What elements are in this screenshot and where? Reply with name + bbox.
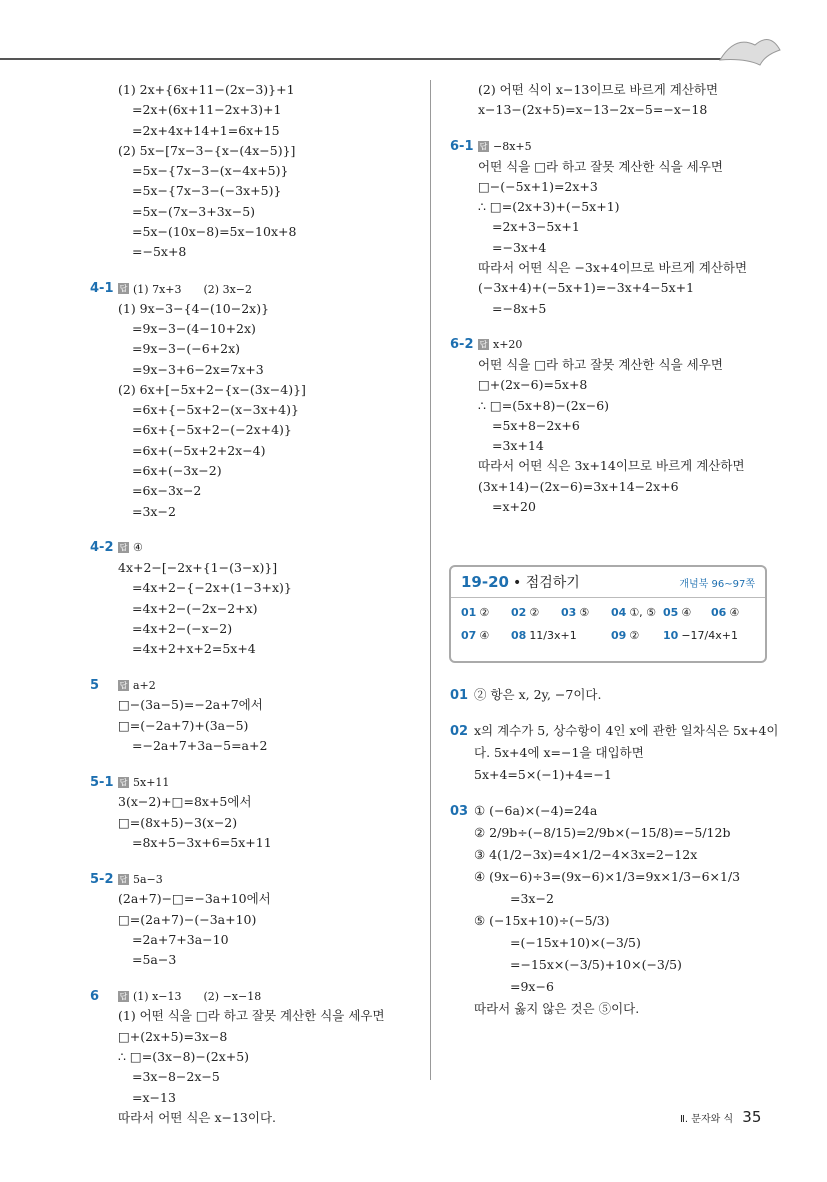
solution-line: =3x−2 bbox=[132, 503, 176, 519]
solution-line: =−5x+8 bbox=[132, 244, 187, 260]
checkpoint-answer-value: ⑤ bbox=[579, 606, 590, 619]
solution-line-text: ④ (9x−6)÷3=(9x−6)×1/3=9x×1/3−6×1/3 bbox=[474, 869, 741, 884]
solution-line-text: x의 계수가 5, 상수항이 4인 x에 관한 일차식은 5x+4이 bbox=[474, 723, 779, 738]
checkpoint-answer-number: 03 bbox=[561, 606, 577, 619]
solution-line: =2a+7+3a−10 bbox=[132, 931, 229, 947]
solution-line: ∴ □=(3x−8)−(2x+5) bbox=[118, 1048, 250, 1064]
checkpoint-answer-value: ④ bbox=[681, 606, 692, 619]
solution-line: □=(2a+7)−(−3a+10) bbox=[118, 911, 257, 927]
solution-line bbox=[450, 910, 780, 932]
answer-badge-icon: 답 bbox=[479, 340, 488, 350]
solution-line: =5x−{7x−3−(−3x+5)} bbox=[132, 183, 282, 199]
solution-line: □+(2x+5)=3x−8 bbox=[118, 1028, 228, 1044]
problem-answer: a+2 bbox=[133, 678, 156, 692]
solution-line-text: 따라서 옳지 않은 것은 ⑤이다. bbox=[474, 1001, 640, 1016]
solution-line: =9x−3+6−2x=7x+3 bbox=[132, 361, 264, 377]
solution-line: =−2a+7+3a−5=a+2 bbox=[132, 738, 268, 754]
checkpoint-number: 19-20 bbox=[461, 573, 509, 591]
solution-line: (1) 어떤 식을 □라 하고 잘못 계산한 식을 세우면 bbox=[118, 1008, 385, 1024]
solution-line: 어떤 식을 □라 하고 잘못 계산한 식을 세우면 bbox=[478, 356, 723, 372]
solution-line: =4x+2−(−2x−2+x) bbox=[132, 600, 258, 616]
solution-line: (2) 어떤 식이 x−13이므로 바르게 계산하면 bbox=[478, 82, 719, 97]
solution-line: =−8x+5 bbox=[492, 300, 547, 316]
solution-line: (−3x+4)+(−5x+1)=−3x+4−5x+1 bbox=[478, 280, 695, 296]
solution-line-text: 5x+4=5×(−1)+4=−1 bbox=[474, 767, 612, 782]
checkpoint-answer-number: 08 bbox=[511, 629, 527, 642]
problem-section bbox=[90, 675, 420, 756]
problem-header bbox=[90, 772, 420, 792]
checkpoint-answer bbox=[511, 629, 611, 642]
solution-line: =6x+(−3x−2) bbox=[132, 463, 222, 479]
solution-label: 03 bbox=[450, 804, 469, 819]
checkpoint-title: • 점검하기 bbox=[512, 575, 580, 591]
solution-line bbox=[450, 742, 780, 764]
problem-answer: ④ bbox=[133, 541, 143, 555]
problem-header bbox=[450, 137, 780, 157]
solution-line: =4x+2+x+2=5x+4 bbox=[132, 641, 256, 657]
checkpoint-answer-value: −17/4x+1 bbox=[681, 629, 738, 642]
solution-line: =x+20 bbox=[492, 499, 536, 515]
solution-line bbox=[450, 844, 780, 866]
problem-answer: (1) x−13 (2) −x−18 bbox=[133, 990, 262, 1004]
solution-line: □+(2x−6)=5x+8 bbox=[478, 377, 588, 393]
solution-label: 01 bbox=[450, 688, 469, 703]
checkpoint-answer bbox=[711, 606, 761, 619]
solution-label: 02 bbox=[450, 724, 469, 739]
solution-line bbox=[450, 822, 780, 844]
checkpoint-title-text: 점검하기 bbox=[525, 575, 580, 591]
solution-line-text: 다. 5x+4에 x=−1을 대입하면 bbox=[474, 745, 644, 760]
solution-line: =4x+2−{−2x+(1−3+x)} bbox=[132, 580, 292, 596]
solution-line: =8x+5−3x+6=5x+11 bbox=[132, 834, 272, 850]
checkpoint-box bbox=[449, 565, 767, 663]
solution-line-text: =9x−6 bbox=[510, 979, 554, 994]
solution-line-text: =3x−2 bbox=[510, 891, 554, 906]
solution-line: □=(−2a+7)+(3a−5) bbox=[118, 717, 249, 733]
problem-answer: 5a−3 bbox=[133, 872, 163, 886]
solution-line: =6x+(−5x+2+2x−4) bbox=[132, 442, 266, 458]
checkpoint-answer-number: 10 bbox=[663, 629, 679, 642]
problem-header bbox=[90, 986, 420, 1006]
solution-line: ∴ □=(2x+3)+(−5x+1) bbox=[478, 199, 620, 215]
solution-line bbox=[450, 976, 780, 998]
solution-line bbox=[450, 800, 780, 822]
checkpoint-answer bbox=[511, 606, 561, 619]
solution-line bbox=[450, 998, 780, 1020]
chapter-label: Ⅱ. 문자와 식 bbox=[680, 1114, 734, 1125]
solution-line-text: ① (−6a)×(−4)=24a bbox=[474, 803, 598, 818]
page-footer bbox=[680, 1108, 761, 1126]
solution-line: x−13−(2x+5)=x−13−2x−5=−x−18 bbox=[478, 102, 708, 118]
checkpoint-answers bbox=[451, 598, 765, 650]
checkpoint-answer-number: 04 bbox=[611, 606, 627, 619]
checkpoint-answer-value: ①, ⑤ bbox=[629, 606, 657, 619]
solution-line-text: ③ 4(1/2−3x)=4×1/2−4×3x=2−12x bbox=[474, 847, 698, 862]
solution-line: =2x+(6x+11−2x+3)+1 bbox=[132, 102, 282, 118]
left-column bbox=[90, 80, 420, 1144]
checkpoint-answer bbox=[663, 629, 761, 642]
checkpoint-answer bbox=[611, 606, 663, 619]
problem-answer: 5x+11 bbox=[133, 775, 170, 789]
problem-label: 5 bbox=[90, 677, 100, 693]
solution-line bbox=[450, 932, 780, 954]
solution-line: =6x+{−5x+2−(−2x+4)} bbox=[132, 422, 292, 438]
header-rule bbox=[0, 58, 740, 60]
checkpoint-answer bbox=[611, 629, 663, 642]
checkpoint-answer-number: 01 bbox=[461, 606, 477, 619]
problem-section bbox=[90, 279, 420, 522]
checkpoint-answer-value: 11/3x+1 bbox=[529, 629, 577, 642]
solution-line-text: ② 항은 x, 2y, −7이다. bbox=[474, 687, 602, 702]
solution-line: □−(3a−5)=−2a+7에서 bbox=[118, 697, 263, 713]
solution-line-text: ② 2/9b÷(−8/15)=2/9b×(−15/8)=−5/12b bbox=[474, 825, 731, 840]
solution-line-text: ⑤ (−15x+10)÷(−5/3) bbox=[474, 913, 610, 928]
solution-line-text: =(−15x+10)×(−3/5) bbox=[510, 935, 641, 950]
checkpoint-answer-number: 06 bbox=[711, 606, 727, 619]
problem-header bbox=[90, 279, 420, 299]
checkpoint-answer bbox=[663, 606, 711, 619]
solution-line: =5a−3 bbox=[132, 952, 177, 968]
solution-line: =4x+2−(−x−2) bbox=[132, 620, 233, 636]
solution-line: =9x−3−(4−10+2x) bbox=[132, 320, 256, 336]
solution-line: 3(x−2)+□=8x+5에서 bbox=[118, 794, 252, 810]
solution-line: (2) 5x−[7x−3−{x−(4x−5)}] bbox=[118, 142, 296, 158]
solution-line-text: =−15x×(−3/5)+10×(−3/5) bbox=[510, 957, 682, 972]
solution-line bbox=[450, 954, 780, 976]
problem-header bbox=[450, 335, 780, 355]
dragon-decoration-icon bbox=[715, 30, 785, 70]
answer-badge-icon: 답 bbox=[119, 543, 128, 553]
problem-section bbox=[450, 335, 780, 517]
solution-line: =3x+14 bbox=[492, 438, 544, 454]
problem-header bbox=[90, 675, 420, 695]
checkpoint-answer bbox=[461, 606, 511, 619]
solution-line: □=(8x+5)−3(x−2) bbox=[118, 814, 238, 830]
solution-line bbox=[450, 764, 780, 786]
checkpoint-answer-number: 05 bbox=[663, 606, 679, 619]
solution-line: □−(−5x+1)=2x+3 bbox=[478, 178, 598, 194]
solution-section bbox=[450, 800, 780, 1020]
solution-line: =x−13 bbox=[132, 1089, 176, 1105]
checkpoint-answer-value: ④ bbox=[479, 629, 490, 642]
solution-line: =9x−3−(−6+2x) bbox=[132, 341, 241, 357]
problem-header bbox=[90, 538, 420, 558]
solution-line: =2x+4x+14+1=6x+15 bbox=[132, 122, 280, 138]
problem-section bbox=[450, 80, 780, 121]
problem-label: 6-2 bbox=[450, 337, 474, 353]
solution-line: =5x−(7x−3+3x−5) bbox=[132, 203, 256, 219]
solution-line: (2) 6x+[−5x+2−{x−(3x−4)}] bbox=[118, 381, 306, 397]
problem-section bbox=[90, 80, 420, 263]
solution-line: ∴ □=(5x+8)−(2x−6) bbox=[478, 397, 610, 413]
solution-line: 따라서 어떤 식은 3x+14이므로 바르게 계산하면 bbox=[478, 458, 745, 474]
right-column bbox=[450, 80, 780, 533]
answer-badge-icon: 답 bbox=[119, 991, 128, 1001]
problem-section bbox=[90, 986, 420, 1128]
problem-answer: x+20 bbox=[493, 338, 523, 352]
checkpoint-answer-number: 02 bbox=[511, 606, 527, 619]
solution-line: (2a+7)−□=−3a+10에서 bbox=[118, 891, 271, 907]
answer-badge-icon: 답 bbox=[119, 680, 128, 690]
solution-line: (1) 2x+{6x+11−(2x−3)}+1 bbox=[118, 82, 295, 97]
solution-line: =2x+3−5x+1 bbox=[492, 219, 580, 235]
column-divider bbox=[430, 80, 431, 1080]
solution-line: =6x−3x−2 bbox=[132, 483, 202, 499]
solution-line: =3x−8−2x−5 bbox=[132, 1069, 220, 1085]
solution-line: 따라서 어떤 식은 −3x+4이므로 바르게 계산하면 bbox=[478, 260, 748, 276]
problem-answer: (1) 7x+3 (2) 3x−2 bbox=[133, 282, 252, 296]
checkpoint-answer-value: ② bbox=[479, 606, 490, 619]
answer-badge-icon: 답 bbox=[119, 874, 128, 884]
page-number: 35 bbox=[742, 1108, 762, 1126]
solution-line: =5x−(10x−8)=5x−10x+8 bbox=[132, 224, 297, 240]
answer-badge-icon: 답 bbox=[479, 142, 488, 152]
checkpoint-reference: 개념북 96~97쪽 bbox=[679, 578, 755, 590]
solution-line bbox=[450, 866, 780, 888]
solution-line: =5x−{7x−3−(x−4x+5)} bbox=[132, 163, 289, 179]
problem-section bbox=[90, 538, 420, 659]
solution-line: =−3x+4 bbox=[492, 239, 547, 255]
problem-label: 6 bbox=[90, 988, 100, 1004]
problem-section bbox=[90, 772, 420, 853]
problem-label: 4-1 bbox=[90, 281, 114, 297]
solution-section bbox=[450, 684, 780, 706]
problem-header bbox=[90, 869, 420, 889]
solution-line bbox=[450, 888, 780, 910]
solution-section bbox=[450, 720, 780, 786]
answer-badge-icon: 답 bbox=[119, 777, 128, 787]
checkpoint-answer bbox=[561, 606, 611, 619]
solution-line: 따라서 어떤 식은 x−13이다. bbox=[118, 1109, 276, 1125]
problem-label: 5-2 bbox=[90, 871, 114, 887]
solution-line: (3x+14)−(2x−6)=3x+14−2x+6 bbox=[478, 478, 679, 494]
solutions bbox=[450, 684, 780, 1034]
problem-section bbox=[90, 869, 420, 970]
problem-label: 6-1 bbox=[450, 139, 474, 155]
checkpoint-answer-number: 07 bbox=[461, 629, 477, 642]
checkpoint-answer-value: ② bbox=[529, 606, 540, 619]
problem-label: 4-2 bbox=[90, 540, 114, 556]
checkpoint-answer-number: 09 bbox=[611, 629, 627, 642]
problem-answer: −8x+5 bbox=[493, 140, 532, 154]
solution-line: =6x+{−5x+2−(x−3x+4)} bbox=[132, 402, 299, 418]
solution-line: =5x+8−2x+6 bbox=[492, 417, 580, 433]
answer-badge-icon: 답 bbox=[119, 284, 128, 294]
solution-line: 4x+2−[−2x+{1−(3−x)}] bbox=[118, 559, 278, 575]
checkpoint-answer-value: ② bbox=[629, 629, 640, 642]
checkpoint-answer bbox=[461, 629, 511, 642]
problem-section bbox=[450, 137, 780, 319]
solution-line: (1) 9x−3−{4−(10−2x)} bbox=[118, 300, 270, 316]
problem-label: 5-1 bbox=[90, 774, 114, 790]
solution-line bbox=[450, 720, 780, 742]
solution-line: 어떤 식을 □라 하고 잘못 계산한 식을 세우면 bbox=[478, 158, 723, 174]
solution-line bbox=[450, 684, 780, 706]
checkpoint-answer-value: ④ bbox=[729, 606, 740, 619]
